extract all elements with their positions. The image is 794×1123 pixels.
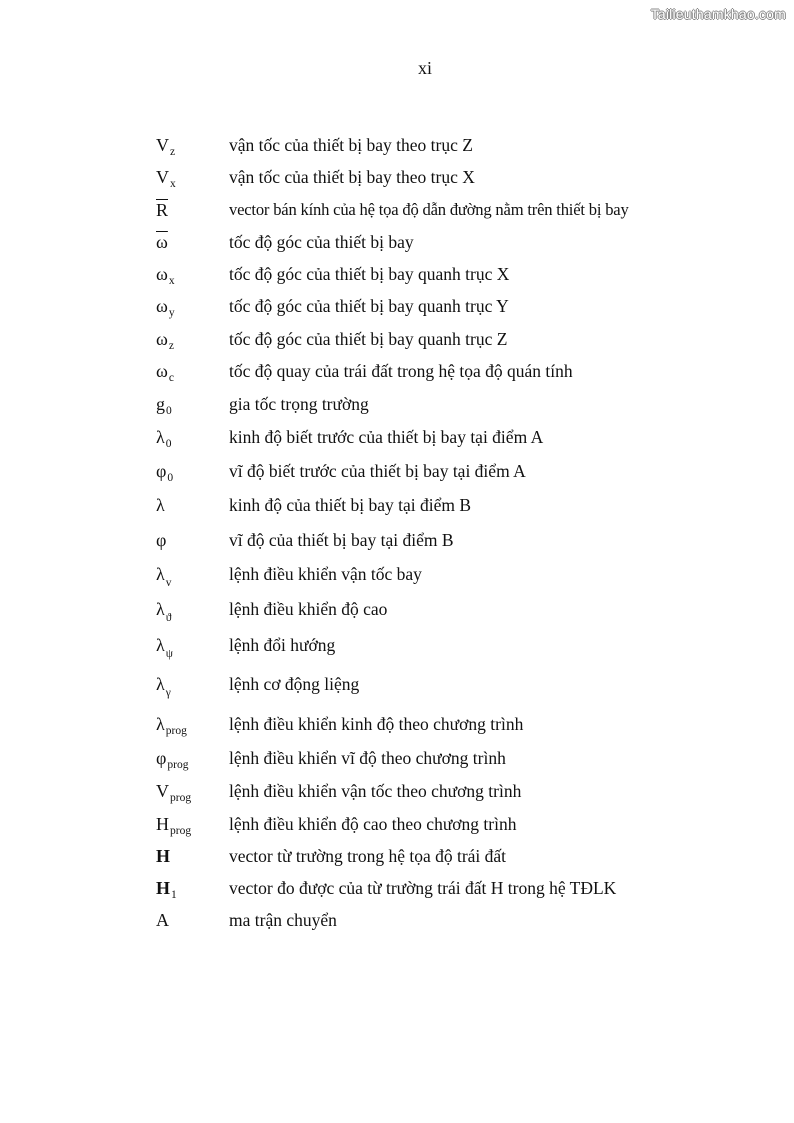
symbol: $\overline{\omega}$	[156, 232, 168, 252]
list-item	[0, 877, 794, 903]
description: lệnh điều khiển vận tốc bay	[229, 564, 422, 584]
list-item	[0, 231, 794, 257]
list-item	[0, 713, 794, 739]
description: vector bán kính của hệ tọa độ dẫn đường nằm trên thiết bị bay	[229, 200, 629, 219]
list-item	[0, 166, 794, 192]
description: tốc độ góc của thiết bị bay quanh trục Y	[229, 296, 509, 316]
list-item	[0, 494, 794, 520]
list-item	[0, 909, 794, 935]
symbol: $\omega_c$	[156, 361, 174, 384]
list-item	[0, 634, 794, 660]
description: kinh độ biết trước của thiết bị bay tại điểm A	[229, 427, 544, 447]
list-item	[0, 360, 794, 386]
list-item	[0, 845, 794, 871]
list-item	[0, 328, 794, 354]
description: tốc độ góc của thiết bị bay	[229, 232, 414, 252]
description: lệnh điều khiển vận tốc theo chương trình	[229, 781, 522, 801]
symbol: $\lambda_v$	[156, 564, 172, 589]
description: ma trận chuyển	[229, 910, 337, 930]
description: vector từ trường trong hệ tọa độ trái đất	[229, 846, 507, 866]
watermark: Tailieuthamkhao.com	[650, 6, 786, 22]
symbol: $V_{prog}$	[156, 781, 192, 804]
description: lệnh điều khiển kinh độ theo chương trình	[229, 714, 524, 734]
symbol: φ	[156, 530, 167, 550]
description: gia tốc trọng trường	[229, 394, 369, 414]
symbol: $g_0$	[156, 394, 172, 417]
description: kinh độ của thiết bị bay tại điểm B	[229, 495, 472, 515]
page-number: xi	[417, 58, 432, 78]
list-item	[0, 747, 794, 773]
list-item	[0, 393, 794, 419]
list-item	[0, 134, 794, 160]
symbol: $\varphi_0$	[156, 461, 174, 484]
symbol: A	[156, 910, 169, 930]
description: lệnh điều khiển vĩ độ theo chương trình	[229, 748, 506, 768]
list-item	[0, 563, 794, 589]
description: lệnh đổi hướng	[229, 635, 336, 655]
list-item	[0, 263, 794, 289]
list-item	[0, 426, 794, 452]
description: vận tốc của thiết bị bay theo trục Z	[229, 135, 473, 155]
description: vĩ độ của thiết bị bay tại điểm B	[229, 530, 454, 550]
list-item	[0, 598, 794, 624]
list-item	[0, 529, 794, 555]
symbol: $\lambda_{prog}$	[156, 714, 187, 737]
description: tốc độ góc của thiết bị bay quanh trục X	[229, 264, 510, 284]
list-item	[0, 460, 794, 486]
description: vĩ độ biết trước của thiết bị bay tại điểm A	[229, 461, 526, 481]
description: tốc độ góc của thiết bị bay quanh trục Z	[229, 329, 508, 349]
symbol: $V_x$	[156, 167, 176, 190]
symbol: $\lambda_\gamma$	[156, 674, 171, 699]
symbol: λ	[156, 495, 165, 515]
list-item	[0, 199, 794, 225]
list-item	[0, 295, 794, 321]
description: lệnh điều khiển độ cao theo chương trình	[229, 814, 517, 834]
symbol: $H_1$	[156, 878, 177, 901]
symbol: $\lambda_\psi$	[156, 635, 173, 660]
symbol: $\omega_x$	[156, 264, 175, 287]
symbol: $\omega_y$	[156, 296, 175, 319]
symbol: $\lambda_0$	[156, 427, 172, 450]
list-item	[0, 813, 794, 839]
symbol: $\omega_z$	[156, 329, 174, 352]
symbol: $\overline{R}$	[156, 200, 169, 220]
symbol: $\varphi_{prog}$	[156, 748, 189, 771]
description: vector đo được của từ trường trái đất H trong hệ TĐLK	[229, 878, 617, 898]
description: vận tốc của thiết bị bay theo trục X	[229, 167, 475, 187]
symbol: $V_z$	[156, 135, 176, 158]
description: lệnh điều khiển độ cao	[229, 599, 388, 619]
description: tốc độ quay của trái đất trong hệ tọa độ quán tính	[229, 361, 573, 381]
description: lệnh cơ động liệng	[229, 674, 360, 694]
symbol: H	[156, 846, 171, 866]
list-item	[0, 673, 794, 699]
symbol: $H_{prog}$	[156, 814, 192, 837]
symbol: $\lambda_ϑ$	[156, 599, 172, 624]
list-item	[0, 780, 794, 806]
